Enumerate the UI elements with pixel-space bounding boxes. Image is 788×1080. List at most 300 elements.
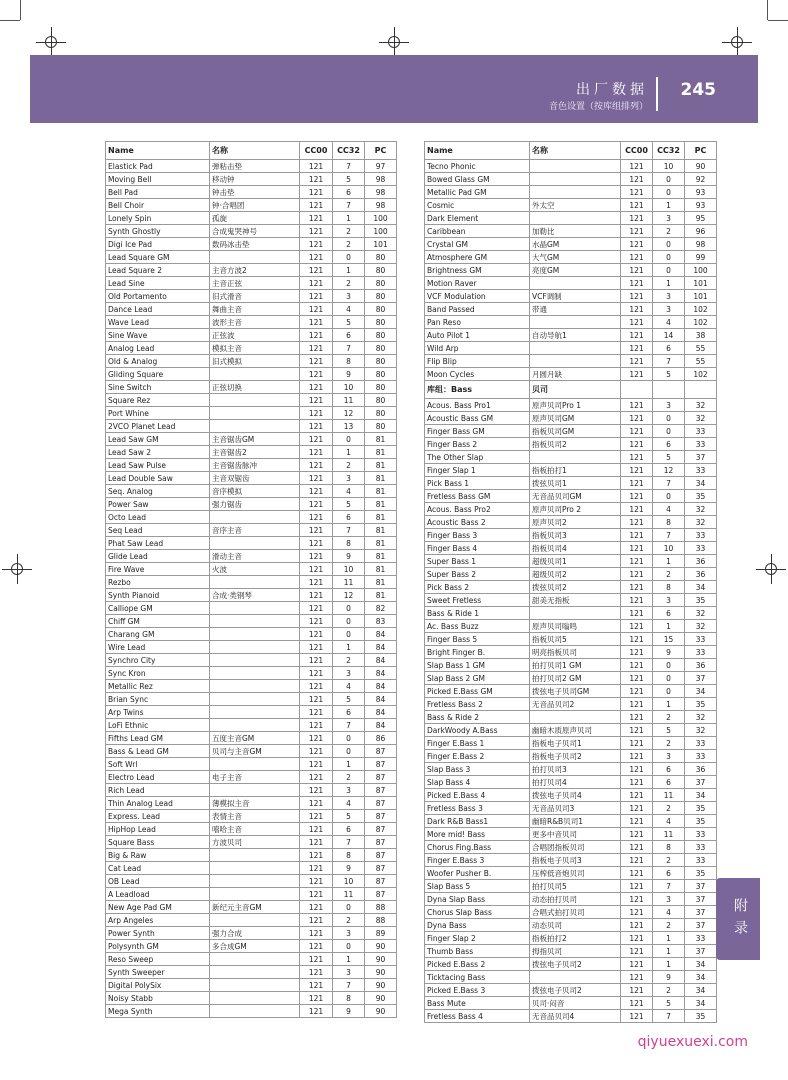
cell-pc: 84 (365, 706, 397, 719)
table-row (425, 932, 717, 945)
table-row (106, 576, 397, 589)
cell-cc32: 1 (333, 446, 365, 459)
table-row (425, 594, 717, 607)
trim-line-top-left (20, 0, 21, 20)
table-row (106, 927, 397, 940)
cell-cn-name: 薄模拟主音 (210, 797, 300, 810)
table-row (106, 732, 397, 745)
cell-cc32: 3 (653, 594, 685, 607)
table-row (425, 919, 717, 932)
cell-name: Bell Choir (106, 199, 210, 212)
table-row (106, 316, 397, 329)
cell-name: Picked E.Bass 2 (425, 958, 530, 971)
table-row (425, 698, 717, 711)
cell-cc00: 121 (300, 771, 333, 784)
cell-pc: 34 (685, 997, 717, 1010)
table-row (106, 290, 397, 303)
cell-pc: 35 (685, 867, 717, 880)
table-row (106, 459, 397, 472)
cell-name: Lead Saw 2 (106, 446, 210, 459)
cell-cc32: 11 (333, 576, 365, 589)
cell-cc00: 121 (300, 745, 333, 758)
cell-cc32: 14 (653, 329, 685, 342)
column-header-cn-name: 名称 (530, 142, 621, 160)
right-table-body-top (425, 160, 717, 381)
cell-cn-name: 压榨低音炮贝司 (530, 867, 621, 880)
cell-name: Arp Angeles (106, 914, 210, 927)
table-row (425, 815, 717, 828)
cell-pc: 35 (685, 802, 717, 815)
cell-cc32: 5 (653, 368, 685, 381)
cell-cn-name (210, 368, 300, 381)
cell-pc: 81 (365, 498, 397, 511)
cell-pc: 98 (365, 199, 397, 212)
cell-cn-name (210, 849, 300, 862)
cell-cc32: 6 (653, 342, 685, 355)
table-row (106, 849, 397, 862)
cell-name: Caribbean (425, 225, 530, 238)
cell-cc32: 5 (653, 997, 685, 1010)
cell-cc32: 8 (653, 516, 685, 529)
cell-cc00: 121 (621, 841, 653, 854)
table-row (425, 633, 717, 646)
cell-cn-name: 月圆月缺 (530, 368, 621, 381)
cell-name: Crystal GM (425, 238, 530, 251)
table-cell (653, 381, 685, 399)
table-row (425, 186, 717, 199)
table-row (106, 862, 397, 875)
cell-name: Lead Saw GM (106, 433, 210, 446)
cell-name: Acous. Bass Pro2 (425, 503, 530, 516)
cell-pc: 37 (685, 776, 717, 789)
cell-cc00: 121 (300, 654, 333, 667)
cell-cc00: 121 (300, 992, 333, 1005)
table-row (425, 776, 717, 789)
table-row (425, 984, 717, 997)
cell-cn-name: 拍打贝司5 (530, 880, 621, 893)
cell-cc00: 121 (621, 711, 653, 724)
table-row (425, 412, 717, 425)
cell-cc00: 121 (621, 984, 653, 997)
cell-name: Phat Saw Lead (106, 537, 210, 550)
cell-cc32: 0 (653, 685, 685, 698)
table-row (106, 693, 397, 706)
cell-cn-name: 贝司与主音GM (210, 745, 300, 758)
cell-cc00: 121 (621, 659, 653, 672)
table-row (425, 355, 717, 368)
table-row (425, 173, 717, 186)
cell-name: Lead Sine (106, 277, 210, 290)
cell-cn-name: 幽暗木质原声贝司 (530, 724, 621, 737)
cell-name: Square Bass (106, 836, 210, 849)
table-row (106, 888, 397, 901)
cell-name: Synth Ghostly (106, 225, 210, 238)
cell-cc00: 121 (300, 589, 333, 602)
cell-cc00: 121 (300, 875, 333, 888)
cell-cc00: 121 (621, 342, 653, 355)
cell-pc: 80 (365, 277, 397, 290)
cell-cn-name: 火波 (210, 563, 300, 576)
cell-pc: 88 (365, 901, 397, 914)
table-row (425, 581, 717, 594)
table-row (425, 763, 717, 776)
cell-cn-name: 滑动主音 (210, 550, 300, 563)
cell-pc: 87 (365, 823, 397, 836)
cell-cn-name (210, 628, 300, 641)
table-row (106, 381, 397, 394)
table-row (425, 789, 717, 802)
cell-cn-name: 拇指贝司 (530, 945, 621, 958)
cell-cc00: 121 (300, 407, 333, 420)
cell-cn-name (210, 576, 300, 589)
cell-cc32: 7 (333, 719, 365, 732)
cell-name: Square Rez (106, 394, 210, 407)
cell-cc32: 5 (653, 451, 685, 464)
cell-cc32: 11 (333, 394, 365, 407)
bank-section-label: 库组：Bass (425, 381, 530, 399)
cell-name: HipHop Lead (106, 823, 210, 836)
table-row (106, 797, 397, 810)
cell-cn-name (530, 186, 621, 199)
cell-name: Tecno Phonic (425, 160, 530, 173)
cell-cn-name: 正弦波 (210, 329, 300, 342)
cell-cn-name (210, 953, 300, 966)
table-row (425, 438, 717, 451)
cell-name: Dance Lead (106, 303, 210, 316)
cell-name: Band Passed (425, 303, 530, 316)
cell-pc: 90 (365, 953, 397, 966)
cell-cc00: 121 (300, 602, 333, 615)
cell-name: Finger Bass 5 (425, 633, 530, 646)
cell-cc00: 121 (621, 945, 653, 958)
cell-pc: 80 (365, 420, 397, 433)
cell-name: Thin Analog Lead (106, 797, 210, 810)
cell-cc00: 121 (621, 581, 653, 594)
left-table-body (106, 160, 397, 1018)
registration-mark-top-right (728, 33, 746, 51)
table-row (106, 979, 397, 992)
cell-cn-name: 钟击垫 (210, 186, 300, 199)
cell-cc32: 7 (333, 342, 365, 355)
cell-pc: 81 (365, 446, 397, 459)
cell-cc32: 7 (333, 979, 365, 992)
cell-cc32: 2 (653, 919, 685, 932)
cell-cn-name: 模拟主音 (210, 342, 300, 355)
cell-cc00: 121 (621, 906, 653, 919)
cell-pc: 101 (365, 238, 397, 251)
cell-cc32: 2 (653, 802, 685, 815)
cell-pc: 33 (685, 646, 717, 659)
cell-cn-name: 外太空 (530, 199, 621, 212)
table-row (425, 342, 717, 355)
cell-cc32: 1 (653, 958, 685, 971)
table-row (106, 719, 397, 732)
cell-cc32: 7 (333, 524, 365, 537)
cell-cn-name: 大气GM (530, 251, 621, 264)
cell-cc00: 121 (621, 477, 653, 490)
cell-pc: 33 (685, 750, 717, 763)
table-row (106, 823, 397, 836)
cell-pc: 33 (685, 438, 717, 451)
cell-cc32: 2 (653, 984, 685, 997)
cell-name: Finger E.Bass 1 (425, 737, 530, 750)
cell-cn-name: 指板电子贝司1 (530, 737, 621, 750)
table-row (106, 199, 397, 212)
cell-cc00: 121 (300, 576, 333, 589)
cell-cn-name: 拨弦贝司2 (530, 581, 621, 594)
cell-pc: 33 (685, 529, 717, 542)
cell-cc32: 8 (333, 537, 365, 550)
cell-pc: 87 (365, 771, 397, 784)
cell-pc: 37 (685, 945, 717, 958)
cell-cn-name (530, 451, 621, 464)
cell-cc32: 2 (333, 914, 365, 927)
cell-cc32: 9 (653, 971, 685, 984)
table-row (106, 550, 397, 563)
cell-name: Wire Lead (106, 641, 210, 654)
cell-cn-name: 强力锯齿 (210, 498, 300, 511)
cell-name: Bass Mute (425, 997, 530, 1010)
cell-cc00: 121 (300, 940, 333, 953)
table-row (425, 880, 717, 893)
cell-name: Finger Slap 2 (425, 932, 530, 945)
cell-cn-name: 指板拍打2 (530, 932, 621, 945)
cell-cc32: 6 (333, 329, 365, 342)
table-row (425, 620, 717, 633)
cell-cc32: 7 (333, 199, 365, 212)
cell-cc32: 7 (653, 477, 685, 490)
table-row (425, 160, 717, 173)
cell-cc32: 6 (653, 438, 685, 451)
cell-cc00: 121 (300, 264, 333, 277)
cell-cn-name: 加勒比 (530, 225, 621, 238)
cell-cc00: 121 (300, 316, 333, 329)
cell-cc00: 121 (621, 290, 653, 303)
column-header-cc32: CC32 (653, 142, 685, 160)
cell-cc32: 2 (333, 277, 365, 290)
cell-name: Power Synth (106, 927, 210, 940)
cell-name: A Leadload (106, 888, 210, 901)
cell-cc32: 12 (333, 407, 365, 420)
cell-pc: 33 (685, 542, 717, 555)
cell-cc00: 121 (300, 810, 333, 823)
table-row (106, 212, 397, 225)
cell-cn-name: 舞曲主音 (210, 303, 300, 316)
cell-cn-name: 多合成GM (210, 940, 300, 953)
table-row (425, 737, 717, 750)
cell-cc00: 121 (621, 399, 653, 412)
cell-cc00: 121 (621, 303, 653, 316)
cell-pc: 34 (685, 958, 717, 971)
header-subtitle: 音色设置（按库组排列） (548, 102, 648, 112)
cell-pc: 36 (685, 763, 717, 776)
cell-cc00: 121 (300, 550, 333, 563)
cell-cc00: 121 (621, 854, 653, 867)
cell-pc: 33 (685, 425, 717, 438)
table-row (106, 355, 397, 368)
cell-cn-name: 电子主音 (210, 771, 300, 784)
cell-cc00: 121 (621, 1010, 653, 1023)
cell-name: Bowed Glass GM (425, 173, 530, 186)
table-row (106, 667, 397, 680)
cell-cn-name (210, 420, 300, 433)
cell-cc32: 9 (333, 1005, 365, 1018)
cell-cn-name (210, 407, 300, 420)
cell-pc: 84 (365, 654, 397, 667)
cell-pc: 84 (365, 719, 397, 732)
cell-cc00: 121 (300, 537, 333, 550)
table-cell (621, 381, 653, 399)
cell-cn-name: 原声贝司Pro 2 (530, 503, 621, 516)
cell-name: Mega Synth (106, 1005, 210, 1018)
cell-name: Finger E.Bass 3 (425, 854, 530, 867)
cell-cc00: 121 (621, 932, 653, 945)
cell-cn-name: 弹粘击垫 (210, 160, 300, 173)
cell-name: Chorus Slap Bass (425, 906, 530, 919)
cell-cc32: 7 (653, 529, 685, 542)
cell-cc32: 3 (653, 399, 685, 412)
cell-pc: 100 (365, 225, 397, 238)
cell-pc: 33 (685, 464, 717, 477)
cell-cn-name: 旧式模拟 (210, 355, 300, 368)
cell-cn-name: 无音品贝司3 (530, 802, 621, 815)
column-header-pc: PC (685, 142, 717, 160)
table-row (106, 628, 397, 641)
cell-pc: 84 (365, 667, 397, 680)
cell-name: Gliding Square (106, 368, 210, 381)
table-row (425, 212, 717, 225)
cell-pc: 87 (365, 797, 397, 810)
cell-pc: 33 (685, 841, 717, 854)
cell-cc00: 121 (621, 490, 653, 503)
table-row (425, 750, 717, 763)
cell-name: Seq Lead (106, 524, 210, 537)
cell-name: Motion Raver (425, 277, 530, 290)
cell-cc00: 121 (300, 732, 333, 745)
cell-pc: 96 (685, 225, 717, 238)
cell-cc00: 121 (621, 763, 653, 776)
table-header-row (106, 142, 397, 160)
cell-cn-name: 水晶GM (530, 238, 621, 251)
cell-cc32: 0 (653, 238, 685, 251)
table-row (425, 672, 717, 685)
table-row (106, 563, 397, 576)
cell-cc32: 0 (653, 490, 685, 503)
table-row (425, 303, 717, 316)
table-row (106, 784, 397, 797)
cell-cc00: 121 (621, 464, 653, 477)
table-row (425, 425, 717, 438)
cell-cn-name: 合唱式拍打贝司 (530, 906, 621, 919)
cell-cc00: 121 (621, 724, 653, 737)
cell-pc: 80 (365, 316, 397, 329)
cell-name: Fretless Bass GM (425, 490, 530, 503)
cell-cn-name: 主音双锯齿 (210, 472, 300, 485)
cell-pc: 81 (365, 485, 397, 498)
column-header-cc32: CC32 (333, 142, 365, 160)
cell-pc: 80 (365, 290, 397, 303)
cell-cn-name (530, 212, 621, 225)
cell-name: Noisy Stabb (106, 992, 210, 1005)
table-row (425, 225, 717, 238)
cell-name: Auto Pilot 1 (425, 329, 530, 342)
table-row (106, 602, 397, 615)
cell-cc32: 3 (653, 893, 685, 906)
table-row (425, 264, 717, 277)
cell-name: Thumb Bass (425, 945, 530, 958)
cell-cn-name: 旧式滑音 (210, 290, 300, 303)
cell-cc32: 10 (653, 160, 685, 173)
table-row (425, 893, 717, 906)
cell-name: Super Bass 2 (425, 568, 530, 581)
cell-name: OB Lead (106, 875, 210, 888)
cell-name: Synth Sweeper (106, 966, 210, 979)
cell-pc: 90 (365, 1005, 397, 1018)
cell-cc00: 121 (621, 264, 653, 277)
cell-name: Port Whine (106, 407, 210, 420)
cell-cc32: 11 (653, 789, 685, 802)
cell-pc: 93 (685, 186, 717, 199)
cell-cn-name (530, 160, 621, 173)
cell-cc00: 121 (621, 880, 653, 893)
cell-name: Synchro City (106, 654, 210, 667)
table-row (106, 173, 397, 186)
cell-pc: 100 (365, 212, 397, 225)
cell-cc32: 0 (333, 940, 365, 953)
cell-cc32: 1 (333, 953, 365, 966)
table-row (425, 368, 717, 381)
cell-pc: 90 (365, 992, 397, 1005)
cell-cn-name: 拨弦电子贝司GM (530, 685, 621, 698)
cell-cn-name: 嘻哈主音 (210, 823, 300, 836)
cell-cn-name: 无音品贝司GM (530, 490, 621, 503)
cell-cn-name: 指板电子贝司2 (530, 750, 621, 763)
header-separator (656, 77, 658, 111)
table-row (106, 368, 397, 381)
cell-cc32: 7 (653, 355, 685, 368)
cell-pc: 81 (365, 550, 397, 563)
cell-name: Pick Bass 1 (425, 477, 530, 490)
table-row (106, 537, 397, 550)
cell-cc00: 121 (300, 251, 333, 264)
cell-cc32: 13 (333, 420, 365, 433)
cell-name: Cosmic (425, 199, 530, 212)
bank-section-cn-label: 贝司 (530, 381, 621, 399)
cell-name: Picked E.Bass 3 (425, 984, 530, 997)
cell-cn-name (210, 602, 300, 615)
cell-name: Soft Wrl (106, 758, 210, 771)
cell-cc32: 15 (653, 633, 685, 646)
cell-cc00: 121 (621, 199, 653, 212)
cell-name: Slap Bass 1 GM (425, 659, 530, 672)
cell-cc00: 121 (300, 979, 333, 992)
cell-cc00: 121 (621, 451, 653, 464)
cell-cc32: 3 (653, 212, 685, 225)
cell-pc: 84 (365, 641, 397, 654)
cell-cn-name: 主音正弦 (210, 277, 300, 290)
cell-name: Dyna Slap Bass (425, 893, 530, 906)
cell-cn-name: 音序主音 (210, 524, 300, 537)
cell-pc: 80 (365, 368, 397, 381)
cell-cc00: 121 (621, 698, 653, 711)
table-row (425, 542, 717, 555)
cell-pc: 90 (365, 940, 397, 953)
cell-name: Fire Wave (106, 563, 210, 576)
cell-cn-name: 指板贝司GM (530, 425, 621, 438)
cell-cn-name: 幽暗R&B贝司1 (530, 815, 621, 828)
cell-pc: 34 (685, 685, 717, 698)
cell-cc00: 121 (621, 212, 653, 225)
